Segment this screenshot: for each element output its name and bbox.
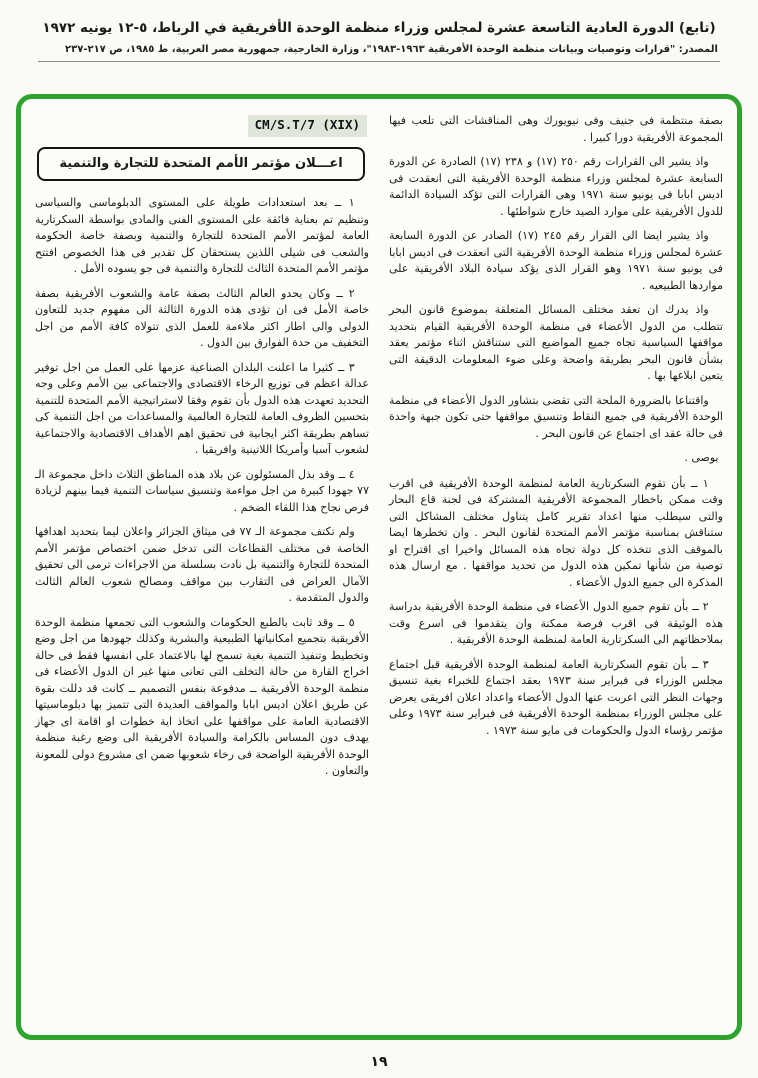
- page-number: ١٩: [370, 1054, 388, 1070]
- header-source-line: المصدر: "قرارات وتوصيات وبيانات منظمة الوحدة الأفريقية ١٩٦٣-١٩٨٣"، وزارة الخارجية، جمهورية مصر العربية، ط ١٩٨٥، ص ٢١٧-٢٣٧: [65, 44, 718, 55]
- header-session-title: (تابع) الدورة العادية التاسعة عشرة لمجلس وزراء منظمة الوحدة الأفريقية في الرباط، ٥-١٢ يونيه ١٩٧٢: [42, 20, 716, 36]
- recommendation-item: ١ ــ بأن تقوم السكرتارية العامة لمنظمة الوحدة الأفريقية فى اقرب وقت ممكن باخطار المجموعة الأفريقية المشتركة فى لجنة قاع البحار والتى سيطلب منها اعداد تقرير كامل يتناول مختلف المشاكل التى ستناقش بمناسبة مؤتمر الأمم المتحدة لقانون البحر . وان تخطرها ايضا بالموقف الذى تتخذه كل دولة تجاه هذه المسائل واخيرا اى اقتراح او توصية من شأنها تمكين هذه الدول من تحديد مواقفها . مع ارسال هذه المذكرة الى جميع الدول الأعضاء .: [389, 476, 723, 589]
- paragraph: بصفة منتظمة فى جنيف وفى نيويورك وهى المناقشات التى تلعب فيها المجموعة الأفريقية دورا كبيرا .: [389, 114, 723, 144]
- document-ref-code: CM/S.T/7 (XIX): [248, 115, 367, 137]
- page-header: [0, 0, 758, 62]
- paragraph: ولم تكتف مجموعة الـ ٧٧ فى ميثاق الجزائر واعلان ليما بتحديد اهدافها الخاصة فى مختلف القطاعات التى تدخل ضمن اختصاص مؤتمر الأمم المتحدة للتجارة والتنمية بل نادت بسلسلة من الاجراءات ترمى الى تحقيق الآمال العراض فى التقارب بين مواقف ومصالح شعوب العالم الثالث والدول المتقدمة .: [35, 525, 369, 605]
- paragraph: ٥ ــ وقد ثابت بالطبع الحكومات والشعوب التى تجمعها منظمة الوحدة الأفريقية بتجميع امكانياتها الطبيعية والبشرية وكذلك جهودها من اجل وضع وتخطيط وتنفيذ التنمية بغية تسمح لها بالاعتماد على انفسها فقط فى حالة اخراج القارة من حالة التخلف التى تعانى منها غير ان الدول الأعضاء فى منظمة الوحدة الأفريقية ــ مدفوعة بنفس التصميم ــ كانت قد دللت بقوة عن طريق اعلان اديس ابابا والمواقف العديدة التى تتميز بها دبلوماسيتها الاقتصادية العامة على مواقفها على اتخاذ اية خطوات او اقامة اى جهاز يهدف دون المساس بالكرامة والسيادة الأفريقية الى وضع رغبة منظمة الوحدة الأفريقية الواضحة فى رخاء شعوبها ضمن اى مشروع دولى للمعونة والتعاون .: [35, 615, 369, 778]
- paragraph: ٣ ــ كثيرا ما اعلنت البلدان الصناعية عزمها على العمل من اجل توفير عدالة اعظم فى توزيع الرخاء الاقتصادى والاجتماعى بين الأمم وعلى وجه التحديد تعهدت هذه الدول بأن تقوم وفقا لاستراتيجية الأمم المتحدة للتنمية بتحسين الظروف العامة للتجارة العالمية والمساعدات من اجل التنمية كى تساهم بطريقة اكثر ايجابية فى تحقيق اهم الأهداف الاقتصادية والاجتماعية لشعوب آسيا وأمريكا اللاتينية وافريقيا .: [35, 360, 369, 457]
- paragraph: ١ ــ بعد استعدادات طويلة على المستوى الدبلوماسى والسياسى وتنظيم تم بعناية فائقة على المستوى الفنى والمادى بواسطة السكرتارية العامة لمؤتمر الأمم المتحدة للتجارة والتنمية وبصفة خاصة الحكومة والشعب فى شيلى اللذين يستحقان كل تقدير فى هذا الخصوص افتتح مؤتمر الأمم المتحدة الثالث للتجارة والتنمية فى جو يسوده الأمل .: [35, 196, 369, 276]
- paragraph: واذ يشير الى القرارات رقم ٢٥٠ (١٧) و ٢٣٨ (١٧) الصادرة عن الدورة السابعة عشرة لمجلس وزراء منظمة الوحدة الأفريقية التى انعقدت فى اديس ابابا فى يونيو سنة ١٩٧١ وهى القرارات التى تؤكد السيادة الدائمة للدول الأفريقية على موارد الصيد خارج شواطئها .: [389, 155, 723, 218]
- right-column: [389, 113, 723, 1025]
- recommendation-item: ٢ ــ بأن تقوم جميع الدول الأعضاء فى منظمة الوحدة الأفريقية بدراسة هذه الوثيقة فى اقرب فرصة ممكنة وان يتقدموا فى اسرع وقت بملاحظاتهم الى السكرتارية العامة لمنظمة الوحدة الأفريقية .: [389, 600, 723, 646]
- declaration-title: اعـــلان مؤتمر الأمم المتحدة للتجارة والتنمية: [59, 155, 343, 171]
- paragraph: ٤ ــ وقد بذل المسئولون عن بلاد هذه المناطق الثلاث داخل مجموعة الـ ٧٧ جهودا كبيرة من اجل مواءمة وتنسيق سياسات التنمية فيما بينهم لزيادة فرص نجاح هذا اللقاء الضخم .: [35, 467, 369, 514]
- recommendation-lead: يوصى .: [684, 451, 719, 464]
- two-column-text: [35, 113, 723, 1025]
- paragraph: واذ يشير ايضا الى القرار رقم ٢٤٥ (١٧) الصادر عن الدورة السابعة عشرة لمجلس وزراء منظمة الوحدة الأفريقية التى انعقدت فى اديس ابابا فى يونيو سنة ١٩٧١ وهو القرار الذى يؤكد سيادة البلاد الأفريقية على مواردها الطبيعيه .: [389, 229, 723, 292]
- left-column: [35, 113, 369, 1025]
- paragraph: ٢ ــ وكان يحدو العالم الثالث بصفة عامة والشعوب الأفريقية بصفة خاصة الأمل فى ان تؤدى هذه الدورة الثالثة الى مفهوم جديد للتعاون الدولى والى اطار اكثر ملاءمة للعمل الذى تتولاه كافة الأمم من اجل التخفيف من حدة الفوارق بين الدول .: [35, 286, 369, 350]
- declaration-title-box: [37, 147, 365, 182]
- green-content-frame: [16, 94, 742, 1040]
- header-divider: [38, 61, 720, 62]
- recommendation-item: ٣ ــ بأن تقوم السكرتارية العامة لمنظمة الوحدة الأفريقية قبل اجتماع مجلس الوزراء فى فبراير سنة ١٩٧٣ بعقد اجتماع للخبراء بغية تنسيق وجهات النظر التى اعربت عنها الدول الأعضاء واعداد اعلان افريقى يعرض على مجلس الوزراء بمنظمة الوحدة الأفريقية فى فبراير سنة ١٩٧٣ وعلى مؤتمر رؤساء الدول والحكومات فى مايو سنة ١٩٧٣ .: [389, 657, 724, 737]
- paragraph: واذ يدرك ان تعقد مختلف المسائل المتعلقة بموضوع قانون البحر تتطلب من الدول الأعضاء فى منظمة الوحدة الأفريقية القيام بتحديد مواقفها السياسية تجاه جميع المواضيع التى ستناقش اثناء مؤتمر يعقد بشأن قانون البحر بطريقة واضحة وعلى ضوء المعلومات الدقيقة التى يتعين ابلاغها بها .: [389, 303, 723, 382]
- paragraph: واقتناعا بالضرورة الملحة التى تقضى بتشاور الدول الأعضاء فى منظمة الوحدة الأفريقية فى جميع النقاط وتنسيق مواقفها حتى تكون جبهة واحدة فى حالة عقد اى اجتماع عن قانون البحر .: [389, 393, 723, 440]
